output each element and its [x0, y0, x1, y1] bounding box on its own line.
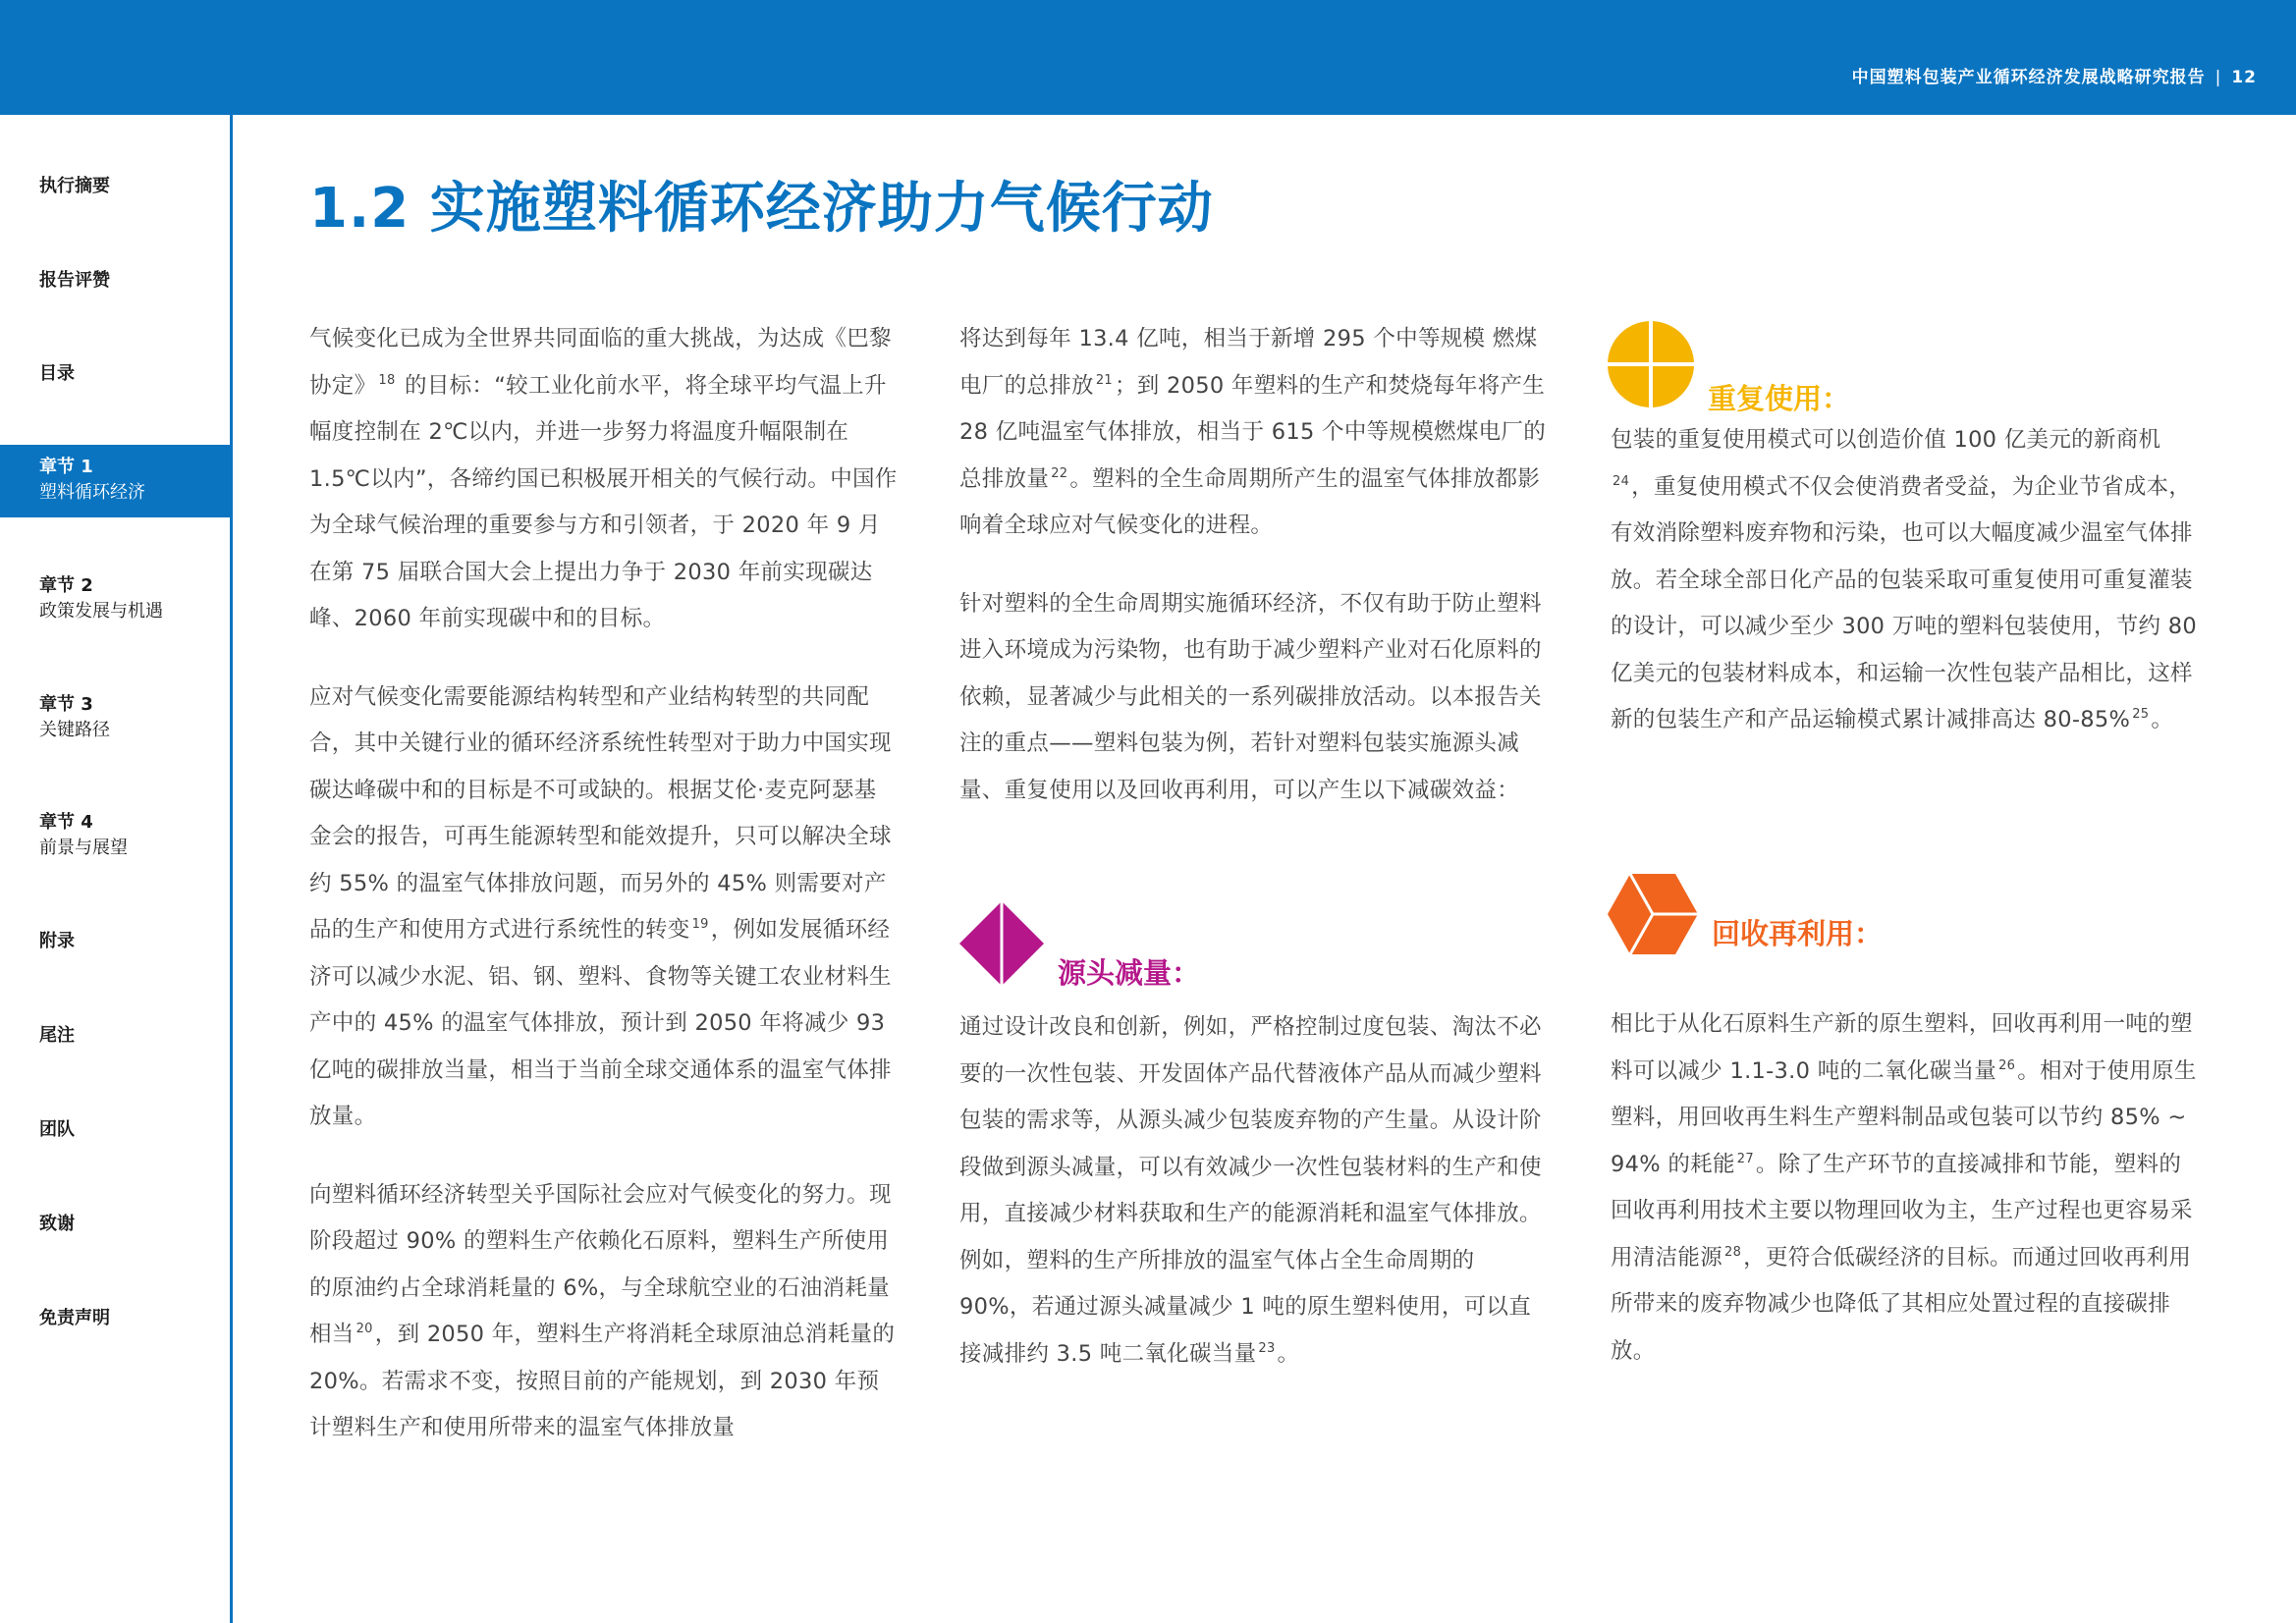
paragraph-text: 通过设计改良和创新，例如，严格控制过度包装、淘汰不必要的一次性包装、开发固体产品代替液体产品从而减少塑料包装的需求等，从源头减少包装废弃物的产生量。从设计阶段做到源头减量，可以有效减少一次性包装材料的生产和使用，直接减少材料获取和生产的能源消耗和温室气体排放。例如，塑料的生产所排放的温室气体占全生命周期的 90%，若通过源头减量减少 1 吨的原生塑料使用，可以直接减排约 3.5 吨二氧化碳当量: [959, 1014, 1542, 1367]
recycle-text: [1611, 1001, 2200, 1375]
paragraph-text: ，到 2050 年，塑料生产将消耗全球原油总消耗量的 20%。若需求不变，按照目前的产能规划，到 2030 年预计塑料生产和使用所带来的温室气体排放量: [309, 1322, 896, 1440]
sidebar-item-chapter-1[interactable]: [0, 445, 232, 517]
footnote-ref: 22: [1051, 465, 1068, 481]
footnote-ref: 27: [1736, 1151, 1754, 1166]
source-reduction-label: 源头减量：: [1058, 956, 1201, 990]
sidebar-item-team[interactable]: [0, 1117, 232, 1143]
hexagon-cube-icon: [1608, 874, 1698, 954]
report-title: 中国塑料包装产业循环经济发展战略研究报告: [1851, 68, 2206, 87]
sidebar-item-appendix[interactable]: [0, 929, 232, 954]
sidebar-nav: [0, 115, 232, 1623]
text-column-1: [309, 316, 899, 1452]
sidebar-divider: [230, 115, 233, 1623]
footnote-ref: 20: [355, 1322, 373, 1336]
header-separator: |: [2214, 68, 2222, 87]
paragraph-text: 。除了生产环节的直接减排和节能，塑料的回收再利用技术主要以物理回收为主，生产过程也更容易采用清洁能源: [1611, 1151, 2193, 1271]
paragraph-text: 。塑料的全生命周期所产生的温室气体排放都影响着全球应对气候变化的进程。: [959, 465, 1541, 538]
sidebar-item-label: 章节 1: [39, 457, 93, 477]
sidebar-item-label: 章节 3: [39, 694, 93, 715]
paragraph-text: 相比于从化石原料生产新的原生塑料，回收再利用一吨的塑料可以减少 1.1-3.0 吨的二氧化碳当量: [1611, 1011, 2193, 1084]
footnote-ref: 18: [378, 372, 396, 388]
sidebar-item-sublabel: 关键路径: [39, 720, 110, 740]
footnote-ref: 28: [1724, 1244, 1742, 1260]
sidebar-item-acknowledgements[interactable]: [0, 1212, 232, 1237]
sidebar-item-chapter-3[interactable]: [0, 692, 232, 743]
footnote-ref: 26: [1998, 1057, 2016, 1073]
sidebar-item-sublabel: 前景与展望: [39, 838, 128, 858]
paragraph-text: 向塑料循环经济转型关乎国际社会应对气候变化的努力。现阶段超过 90% 的塑料生产依赖化石原料，塑料生产所使用的原油约占全球消耗量的 6%，与全球航空业的石油消耗量相当: [309, 1181, 892, 1347]
recycle-label: 回收再利用：: [1712, 917, 1884, 950]
reuse-heading: [1608, 321, 1851, 415]
paragraph: [959, 316, 1549, 550]
sidebar-item-label: 团队: [39, 1119, 75, 1140]
sidebar-item-label: 目录: [39, 363, 75, 384]
paragraph-text: ，例如发展循环经济可以减少水泥、铝、钢、塑料、食物等关键工农业材料生产中的 45% 的温室气体排放，预计到 2050 年将减少 93 亿吨的碳排放当量，相当于当前全球交通体系的温室气体排放量。: [309, 917, 892, 1129]
paragraph-text: 的目标：“较工业化前水平，将全球平均气温上升幅度控制在 2℃以内，并进一步努力将温度升幅限制在 1.5℃以内”，各缔约国已积极展开相关的气候行动。中国作为全球气候治理的重要参与方和引领者，于 2020 年 9 月在第 75 届联合国大会上提出力争于 2030 年前实现碳达峰、2060 年前实现碳中和的目标。: [309, 372, 898, 631]
footnote-ref: 21: [1095, 372, 1113, 388]
sidebar-item-executive-summary[interactable]: [0, 174, 232, 199]
paragraph-text: ，更符合低碳经济的目标。而通过回收再利用所带来的废弃物减少也降低了其相应处置过程的直接碳排放。: [1611, 1244, 2192, 1364]
quartered-circle-icon: [1608, 321, 1694, 407]
sidebar-item-label: 免责声明: [39, 1308, 110, 1328]
sidebar-item-chapter-4[interactable]: [0, 810, 232, 861]
sidebar-item-label: 报告评赞: [39, 270, 110, 291]
running-header: [1852, 63, 2257, 87]
paragraph-text: ；到 2050 年塑料的生产和焚烧每年将产生 28 亿吨温室气体排放，相当于 615 个中等规模燃煤电厂的总排放量: [959, 372, 1547, 492]
paragraph: [309, 675, 899, 1141]
sidebar-item-endorsements[interactable]: [0, 268, 232, 294]
paragraph-text: 。相对于使用原生塑料，用回收再生料生产塑料制品或包装可以节约 85% ~ 94% 的耗能: [1611, 1057, 2197, 1177]
paragraph: [309, 316, 899, 643]
paragraph-text: 应对气候变化需要能源结构转型和产业结构转型的共同配合，其中关键行业的循环经济系统性转型对于助力中国实现碳达峰碳中和的目标是不可或缺的。根据艾伦·麦克阿瑟基金会的报告，可再生能源转型和能效提升，只可以解决全球约 55% 的温室气体排放问题，而另外的 45% 则需要对产品的生产和使用方式进行系统性的转变: [309, 683, 892, 943]
paragraph-text: 将达到每年 13.4 亿吨，相当于新增 295 个中等规模 燃煤电厂的总排放: [959, 326, 1538, 399]
source-reduction-text: [959, 1004, 1549, 1378]
sidebar-item-endnotes[interactable]: [0, 1023, 232, 1049]
sidebar-item-label: 致谢: [39, 1214, 75, 1234]
paragraph-text: ，重复使用模式不仅会使消费者受益，为企业节省成本，有效消除塑料废弃物和污染，也可以大幅度减少温室气体排放。若全球全部日化产品的包装采取可重复使用可重复灌装的设计，可以减少至少 300 万吨的塑料包装使用，节约 80 亿美元的包装材料成本，和运输一次性包装产品相比，这样新的包装生产和产品运输模式累计减排高达 80-85%: [1611, 473, 2198, 732]
sidebar-item-label: 章节 2: [39, 575, 93, 596]
paragraph: [959, 1004, 1549, 1378]
sidebar-item-chapter-2[interactable]: [0, 573, 232, 624]
footnote-ref: 24: [1613, 473, 1630, 489]
paragraph: 针对塑料的全生命周期实施循环经济，不仅有助于防止塑料进入环境成为污染物，也有助于减少塑料产业对石化原料的依赖，显著减少与此相关的一系列碳排放活动。以本报告关注的重点——塑料包装为例，若针对塑料包装实施源头减量、重复使用以及回收再利用，可以产生以下减碳效益：: [959, 590, 1542, 803]
sidebar-item-contents[interactable]: [0, 361, 232, 387]
sidebar-item-sublabel: 塑料循环经济: [39, 482, 145, 503]
sidebar-item-sublabel: 政策发展与机遇: [39, 601, 163, 622]
header-bar: [0, 0, 2296, 115]
sidebar-item-disclaimer[interactable]: [0, 1306, 232, 1331]
paragraph-text: 。: [2151, 707, 2174, 732]
paragraph-text: 包装的重复使用模式可以创造价值 100 亿美元的新商机: [1611, 427, 2161, 453]
reuse-text: [1611, 417, 2200, 744]
footnote-ref: 19: [691, 917, 709, 932]
sidebar-item-label: 附录: [39, 931, 75, 951]
paragraph: [1611, 1001, 2200, 1375]
reuse-label: 重复使用：: [1708, 382, 1851, 415]
diamond-icon: [959, 901, 1044, 986]
paragraph-text: 气候变化已成为全世界共同面临的重大挑战，为达成《巴黎协定》: [309, 326, 892, 399]
footnote-ref: 25: [2132, 707, 2150, 722]
page-title: 1.2 实施塑料循环经济助力气候行动: [309, 177, 1214, 241]
footnote-ref: 23: [1258, 1340, 1276, 1356]
sidebar-item-label: 尾注: [39, 1025, 75, 1046]
paragraph-text: 。: [1277, 1340, 1300, 1367]
paragraph: [1611, 417, 2200, 744]
text-column-2: [959, 316, 1549, 814]
sidebar-item-label: 执行摘要: [39, 176, 110, 196]
recycle-heading: [1608, 874, 1883, 954]
sidebar-item-label: 章节 4: [39, 812, 93, 833]
paragraph: [309, 1172, 899, 1452]
source-reduction-heading: [959, 901, 1201, 990]
page-number: 12: [2231, 68, 2257, 87]
